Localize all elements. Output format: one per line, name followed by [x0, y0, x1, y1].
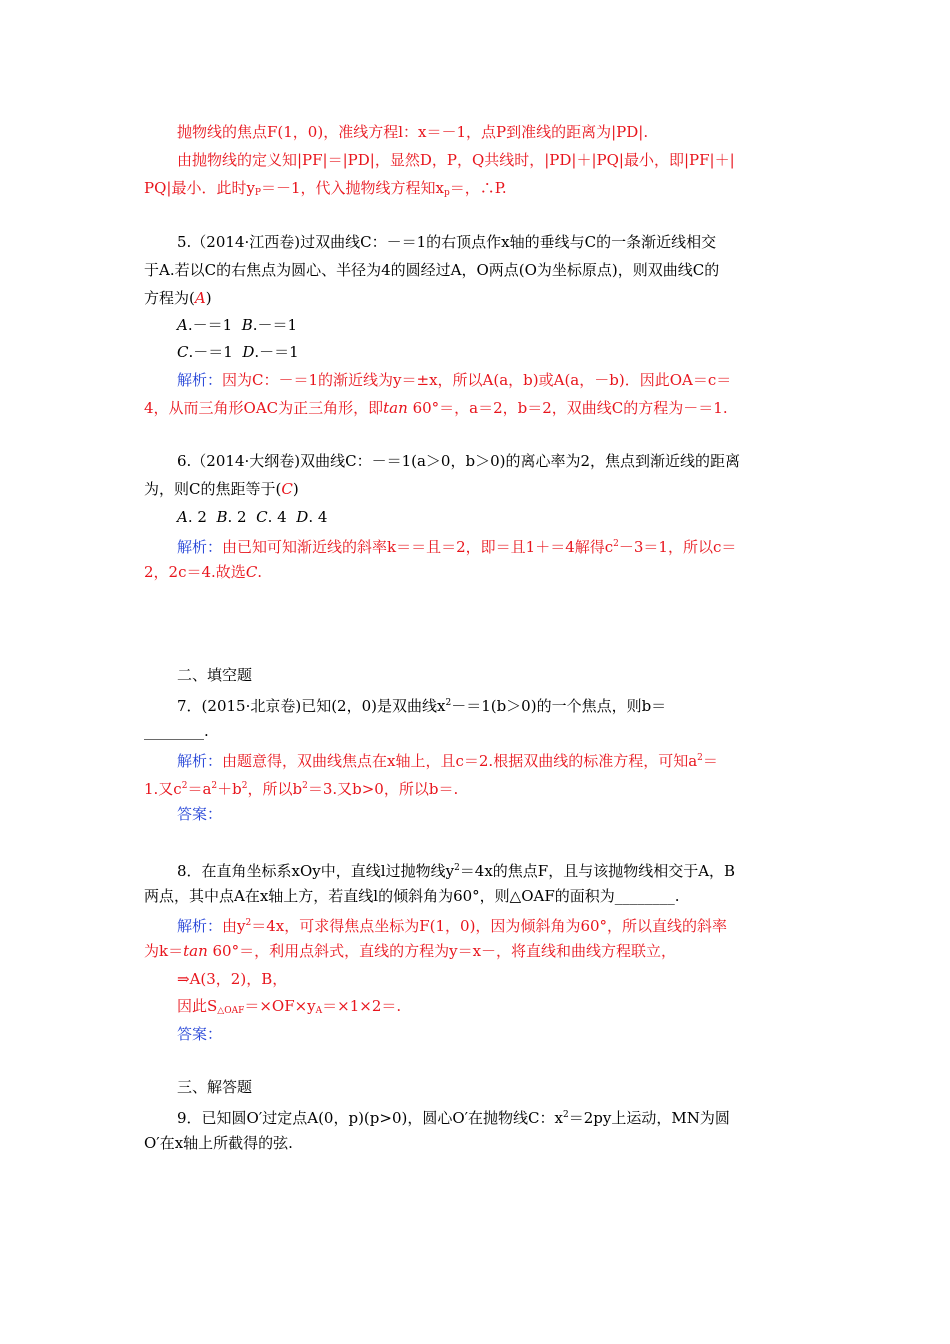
q5-stem-line-3: 方程为(A) — [144, 289, 212, 307]
q6-solution-label: 解析： — [177, 538, 223, 556]
q5-solution-line-2: 4，从而三角形OAC为正三角形，即tan 60°＝，a＝2，b＝2，双曲线C的方程为－＝1. — [144, 399, 728, 417]
q5-solution-line-1: 解析：因为C：－＝1的渐近线为y＝±x，所以A(a，b)或A(a，－b)．因此OA＝c＝ — [177, 371, 732, 389]
q7-blank: ________. — [144, 722, 209, 740]
q8-solution-line-2: 为k＝tan 60°＝，利用点斜式，直线的方程为y＝x－，将直线和曲线方程联立， — [144, 942, 677, 960]
q8-stem-line-2: 两点，其中点A在x轴上方，若直线l的倾斜角为60°，则△OAF的面积为________. — [144, 887, 680, 905]
q6-stem-line-1: 6.（2014·大纲卷)双曲线C：－＝1(a＞0，b＞0)的离心率为2，焦点到渐近线的距离 — [177, 452, 741, 470]
q8-solution-label: 解析： — [177, 917, 223, 935]
section-fill-blank-title: 二、填空题 — [177, 666, 253, 684]
q7-solution-line-2: 1.又$c^2=a^2+b^2$，所以$b^2=3$.又b>0，所以b＝. — [144, 780, 459, 798]
q7-solution-label: 解析： — [177, 752, 223, 770]
q6-stem-line-2: 为，则C的焦距等于(C) — [144, 480, 299, 498]
q7-solution-line-1: 解析：由题意得，双曲线焦点在x轴上，且c＝2.根据双曲线的标准方程，可知$a^2=$ — [177, 752, 718, 770]
q8-solution-line-3: ⇒A(3，2)，B， — [177, 970, 288, 988]
q8-solution-line-1: 解析：由$y^2=4x$，可求得焦点坐标为F(1，0)，因为倾斜角为60°，所以直线的斜率 — [177, 917, 728, 935]
section-answer-title: 三、解答题 — [177, 1078, 253, 1096]
q5-answer: A — [194, 289, 206, 307]
q5-options-row-2: C.－＝1 D.－＝1 — [177, 343, 299, 361]
q5-stem-line-2: 于A.若以C的右焦点为圆心、半径为4的圆经过A，O两点(O为坐标原点)，则双曲线C的 — [144, 261, 720, 279]
q5-stem-line-1: 5.（2014·江西卷)过双曲线C：－＝1的右顶点作x轴的垂线与C的一条渐近线相交 — [177, 233, 717, 251]
p4-solution-line-3: PQ|最小．此时$y_P=-1$，代入抛物线方程知$x_p=$，∴P. — [144, 179, 507, 198]
q6-answer: C — [281, 480, 293, 498]
p4-solution-line-1: 抛物线的焦点F(1，0)，准线方程l：x＝－1，点P到准线的距离为|PD|. — [177, 123, 649, 141]
q7-answer-label: 答案： — [177, 805, 223, 823]
q6-solution-line-2: 2，2c＝4.故选C. — [144, 563, 263, 581]
q8-answer-label: 答案： — [177, 1025, 223, 1043]
q8-stem-line-1: 8．在直角坐标系xOy中，直线l过抛物线$y^2=4x$的焦点F，且与该抛物线相交于A，B — [177, 862, 736, 880]
q6-solution-line-1: 解析：由已知可知渐近线的斜率k＝＝且＝2，即＝且1＋＝4解得$c^2-3=1$，所以c＝ — [177, 538, 737, 556]
q6-options-row: A. 2 B. 2 C. 4 D. 4 — [177, 508, 328, 526]
q9-stem-line-2: O′在x轴上所截得的弦. — [144, 1134, 293, 1152]
p4-solution-line-2: 由抛物线的定义知|PF|＝|PD|，显然D，P，Q共线时，|PD|＋|PQ|最小，即|PF|＋| — [177, 151, 735, 169]
q8-solution-line-4: 因此$S_{\triangle OAF}=\times OF\times y_A=\times 1\times 2=$. — [177, 997, 402, 1016]
q5-options-row-1: A.－＝1 B.－＝1 — [177, 316, 298, 334]
q9-stem-line-1: 9．已知圆O′过定点A(0，p)(p>0)，圆心O′在抛物线C：$x^2=2py$上运动，MN为圆 — [177, 1109, 730, 1127]
q5-solution-label: 解析： — [177, 371, 223, 389]
q7-stem-line-1: 7．(2015·北京卷)已知(2，0)是双曲线$x^2-=1(b>0)$的一个焦点，则b＝ — [177, 697, 667, 715]
